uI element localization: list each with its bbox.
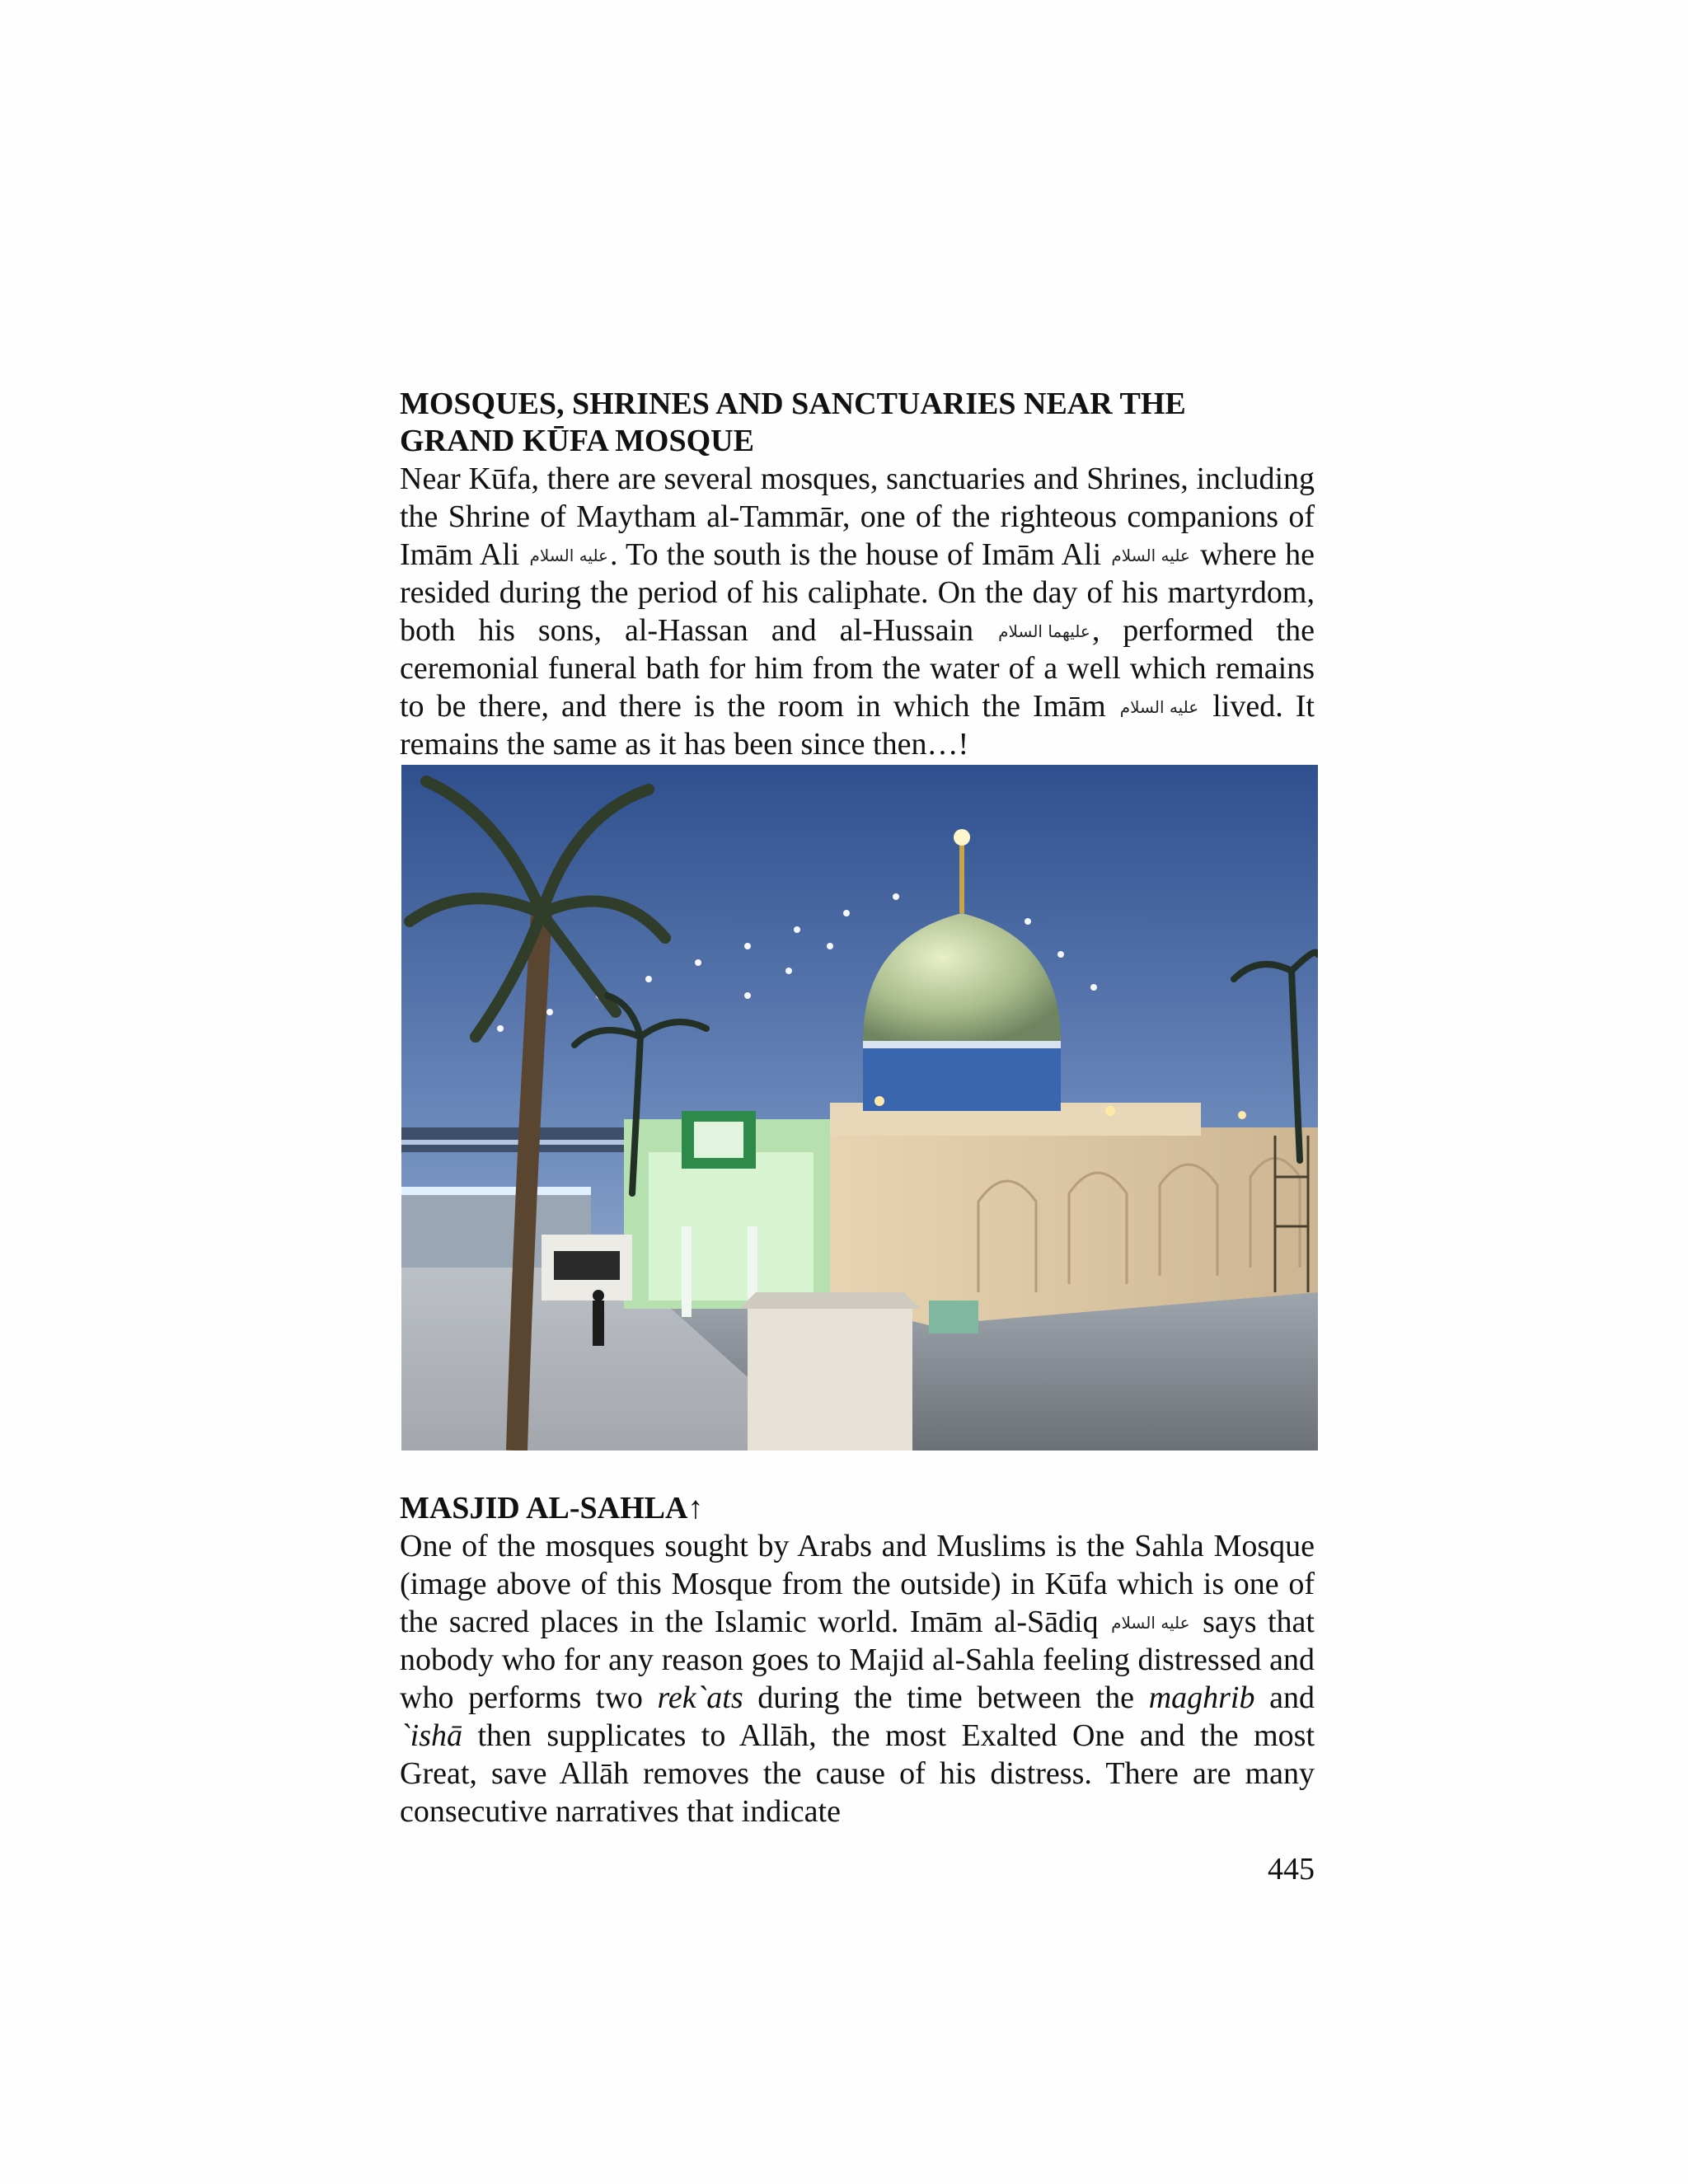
honorific-glyph: عليه السلام: [529, 546, 608, 565]
italic-term: maghrib: [1148, 1680, 1255, 1715]
section-masjid-al-sahla: [400, 1490, 1315, 1830]
mosque-illustration: [401, 765, 1318, 1451]
section-heading: MASJID AL-SAHLA↑: [400, 1491, 704, 1526]
heading-line-2: GRAND KŪFA MOSQUE: [400, 424, 754, 458]
italic-term: rek`ats: [657, 1680, 743, 1715]
section-heading: [400, 386, 1315, 460]
italic-term: `ishā: [400, 1718, 462, 1753]
body-paragraph: Near Kūfa, there are several mosques, sanctuaries and Shrines, including the Shrine of Maytham al-Tammār, one of the righteous companions of Imām Ali عليه السلام. To the south is the house of Imām Ali عليه السلام where he resided during the period of his caliphate. On the day of his martyrdom, both his sons, al-Hassan and al-Hussain عليهما السلام, performed the ceremonial funeral bath for him from the water of a well which remains to be there, and there is the room in which the Imām عليه السلام lived. It remains the same as it has been since then…!: [400, 462, 1315, 762]
honorific-glyph: عليه السلام: [1111, 1613, 1190, 1633]
body-paragraph: One of the mosques sought by Arabs and Muslims is the Sahla Mosque (image above of this Mosque from the outside) in Kūfa which is one of the sacred places in the Islamic world. Imām al-Sādiq عليه السلام says that nobody who for any reason goes to Majid al-Sahla feeling distressed and who performs two rek`ats during the time between the maghrib and `ishā then supplicates to Allāh, the most Exalted One and the most Great, save Allāh removes the cause of his distress. There are many consecutive narratives that indicate: [400, 1529, 1315, 1829]
mosque-photo: [401, 765, 1318, 1451]
heading-line-1: MOSQUES, SHRINES AND SANCTUARIES NEAR THE: [400, 387, 1186, 421]
honorific-glyph: عليه السلام: [1119, 697, 1199, 717]
page-number: 445: [1268, 1852, 1315, 1886]
honorific-glyph: عليه السلام: [1111, 546, 1190, 565]
honorific-glyph-dual: عليهما السلام: [998, 621, 1090, 641]
section-near-kufa: [400, 386, 1315, 763]
